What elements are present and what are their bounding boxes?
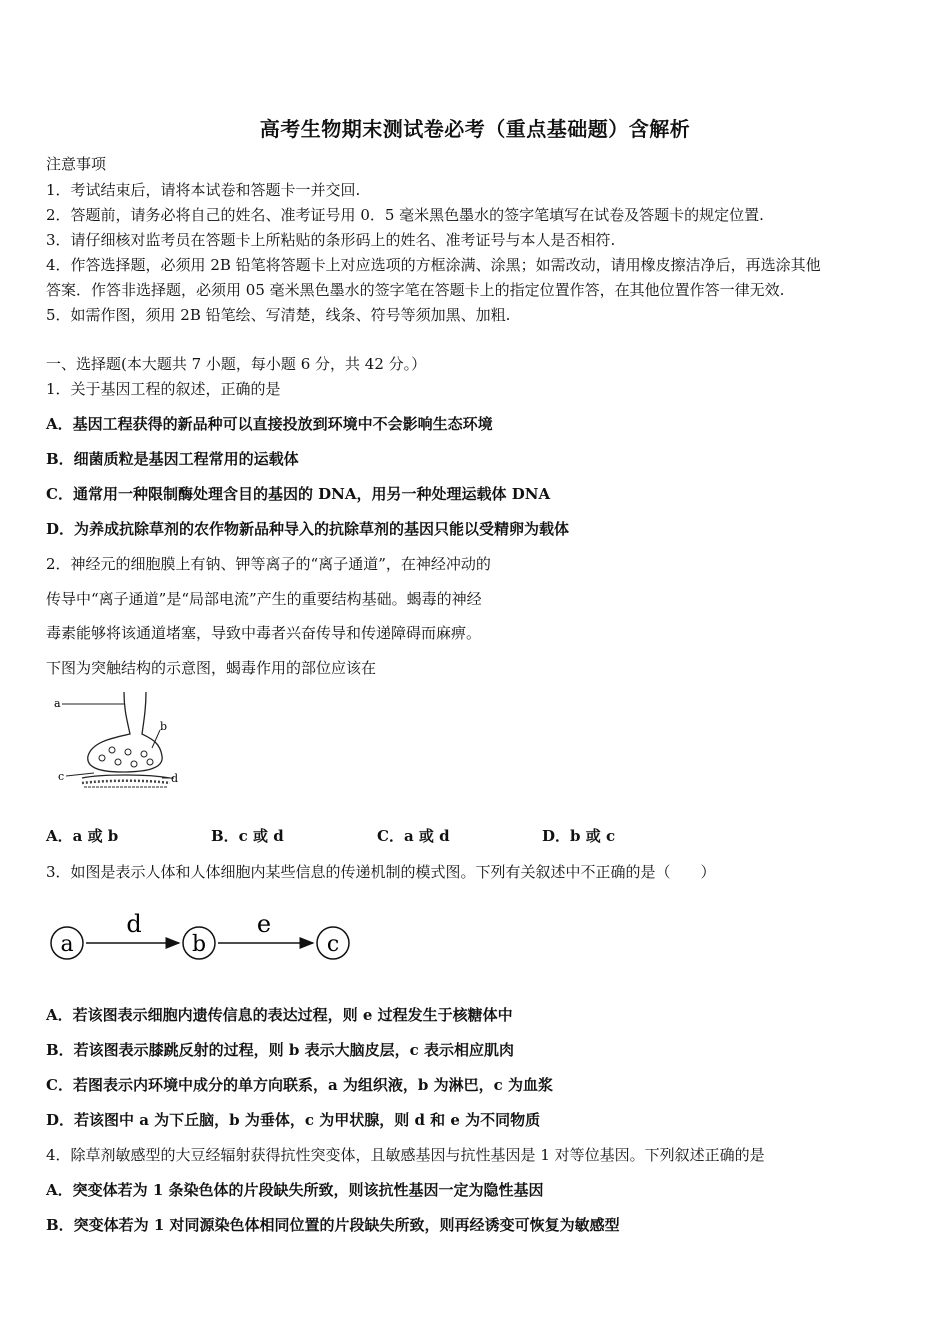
page-title: 高考生物期末测试卷必考（重点基础题）含解析 xyxy=(259,117,691,141)
question-4-stem: 4．除草剂敏感型的大豆经辐射获得抗性突变体，且敏感基因与抗性基因是 1 对等位基因。下列叙述正确的是 xyxy=(46,1146,765,1164)
question-2-stem-line: 毒素能够将该通道堵塞，导致中毒者兴奋传导和传递障碍而麻痹。 xyxy=(46,624,482,642)
notice-item: 5．如需作图，须用 2B 铅笔绘、写清楚，线条、符号等须加黑、加粗. xyxy=(46,306,511,324)
question-4-option-a: A．突变体若为 1 条染色体的片段缺失所致，则该抗性基因一定为隐性基因 xyxy=(46,1181,544,1199)
question-2-stem-line: 传导中“离子通道”是“局部电流”产生的重要结构基础。蝎毒的神经 xyxy=(46,590,482,608)
question-3-option-a: A．若该图表示细胞内遗传信息的表达过程，则 e 过程发生于核糖体中 xyxy=(46,1006,513,1024)
question-1-option-b: B．细菌质粒是基因工程常用的运载体 xyxy=(46,450,299,468)
question-2-stem-line: 2．神经元的细胞膜上有钠、钾等离子的“离子通道”，在神经冲动的 xyxy=(46,555,491,573)
figure-label-c: c xyxy=(58,770,65,783)
question-3-option-c: C．若图表示内环境中成分的单方向联系，a 为组织液，b 为淋巴，c 为血浆 xyxy=(46,1076,553,1094)
question-3-option-b: B．若该图表示膝跳反射的过程，则 b 表示大脑皮层，c 表示相应肌肉 xyxy=(46,1041,514,1059)
notice-heading: 注意事项 xyxy=(46,155,107,173)
notice-item: 答案．作答非选择题，必须用 05 毫米黑色墨水的签字笔在答题卡上的指定位置作答，在其他位置作答一律无效. xyxy=(46,281,785,299)
notice-item: 1．考试结束后，请将本试卷和答题卡一并交回. xyxy=(46,181,361,199)
question-4-option-b: B．突变体若为 1 对同源染色体相同位置的片段缺失所致，则再经诱变可恢复为敏感型 xyxy=(46,1216,620,1234)
node-b-label: b xyxy=(191,932,207,957)
notice-item: 2．答题前，请务必将自己的姓名、准考证号用 0．5 毫米黑色墨水的签字笔填写在试卷及答题卡的规定位置. xyxy=(46,206,764,224)
figure-label-a: a xyxy=(54,697,61,710)
arrow-d-label: d xyxy=(126,910,142,938)
question-1-option-d: D．为养成抗除草剂的农作物新品种导入的抗除草剂的基因只能以受精卵为载体 xyxy=(46,520,570,538)
question-1-stem: 1．关于基因工程的叙述，正确的是 xyxy=(46,380,281,398)
question-2-stem-line: 下图为突触结构的示意图，蝎毒作用的部位应该在 xyxy=(46,659,377,677)
synapse-figure xyxy=(52,690,182,790)
node-a-label: a xyxy=(60,932,74,957)
question-2-option-c: C．a 或 d xyxy=(377,827,450,845)
notice-item: 3．请仔细核对监考员在答题卡上所粘贴的条形码上的姓名、准考证号与本人是否相符. xyxy=(46,231,616,249)
question-2-option-b: B．c 或 d xyxy=(211,827,284,845)
section-heading: 一、选择题(本大题共 7 小题，每小题 6 分，共 42 分。） xyxy=(46,355,427,373)
signal-chain-diagram xyxy=(48,905,358,967)
question-3-option-d: D．若该图中 a 为下丘脑，b 为垂体，c 为甲状腺，则 d 和 e 为不同物质 xyxy=(46,1111,541,1129)
arrow-e-label: e xyxy=(256,910,272,938)
question-1-option-c: C．通常用一种限制酶处理含目的基因的 DNA，用另一种处理运载体 DNA xyxy=(46,485,551,503)
figure-label-b: b xyxy=(160,720,168,733)
notice-item: 4．作答选择题，必须用 2B 铅笔将答题卡上对应选项的方框涂满、涂黑；如需改动，请用橡皮擦洁净后，再选涂其他 xyxy=(46,256,821,274)
node-c-label: c xyxy=(326,932,340,957)
question-2-option-d: D．b 或 c xyxy=(542,827,616,845)
question-3-stem: 3．如图是表示人体和人体细胞内某些信息的传递机制的模式图。下列有关叙述中不正确的是（ ） xyxy=(46,863,716,881)
figure-label-d: d xyxy=(171,772,179,785)
question-1-option-a: A．基因工程获得的新品种可以直接投放到环境中不会影响生态环境 xyxy=(46,415,493,433)
question-2-option-a: A．a 或 b xyxy=(46,827,119,845)
